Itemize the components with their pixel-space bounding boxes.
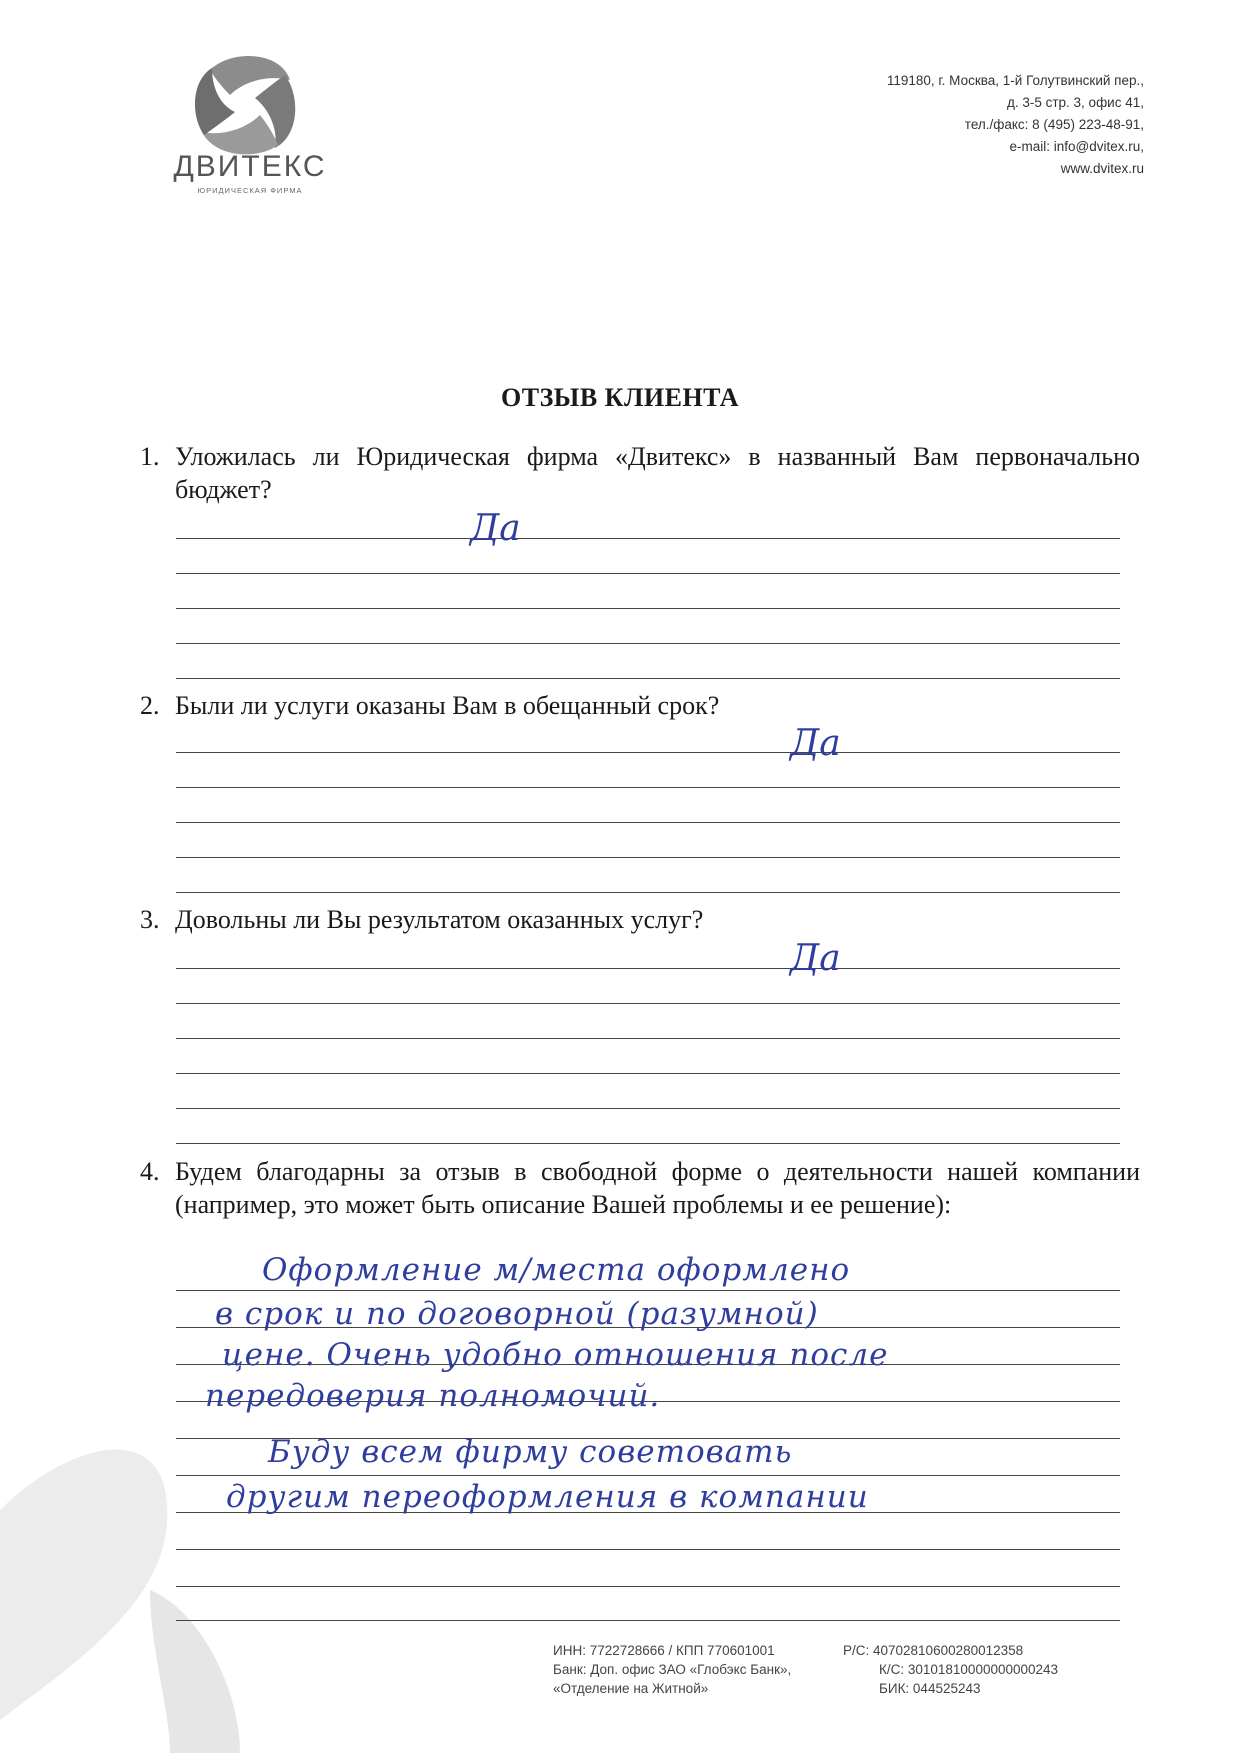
- logo-name: ДВИТЕКС: [173, 150, 327, 183]
- question-number: 2.: [140, 691, 160, 720]
- handwritten-line: Оформление м/места оформлено: [262, 1252, 851, 1288]
- page-title: ОТЗЫВ КЛИЕНТА: [501, 383, 739, 412]
- footer-account: Р/С: 40702810600280012358: [843, 1643, 1024, 1658]
- handwritten-answer: Да: [470, 508, 521, 549]
- question-number: 4.: [140, 1157, 160, 1186]
- answer-line: [176, 787, 1120, 788]
- handwritten-answer: Да: [790, 723, 841, 764]
- answer-line: [176, 752, 1120, 753]
- footer-bank: Банк: Доп. офис ЗАО «Глобэкс Банк»,: [553, 1662, 792, 1677]
- answer-line: [176, 1038, 1120, 1039]
- footer-accounts: [843, 1641, 1058, 1698]
- footer-bank-info: [553, 1641, 791, 1698]
- answer-line: [176, 857, 1120, 858]
- answer-line: [176, 1108, 1120, 1109]
- question-text: Довольны ли Вы результатом оказанных услуг?: [175, 905, 704, 934]
- contact-address: 119180, г. Москва, 1-й Голутвинский пер.,: [886, 73, 1144, 88]
- contact-office: д. 3-5 стр. 3, офис 41,: [1006, 95, 1144, 110]
- answer-line: [176, 1620, 1120, 1621]
- question-1: [140, 440, 1140, 506]
- contact-email: e-mail: info@dvitex.ru,: [1009, 139, 1144, 154]
- answer-line: [176, 1073, 1120, 1074]
- handwritten-line: Буду всем фирму советовать: [268, 1434, 793, 1470]
- contact-phone: тел./факс: 8 (495) 223-48-91,: [964, 117, 1144, 132]
- question-text: Были ли услуги оказаны Вам в обещанный срок?: [175, 691, 720, 720]
- answer-line: [176, 678, 1120, 679]
- company-logo: [150, 50, 350, 200]
- answer-line: [176, 643, 1120, 644]
- answer-line: [176, 1290, 1120, 1291]
- answer-line: [176, 1586, 1120, 1587]
- answer-line: [176, 822, 1120, 823]
- footer-branch: «Отделение на Житной»: [553, 1681, 709, 1696]
- footer-corr-account: К/С: 30101810000000000243: [879, 1662, 1059, 1677]
- answer-line: [176, 573, 1120, 574]
- question-4: [140, 1155, 1140, 1221]
- contact-website: www.dvitex.ru: [1060, 161, 1144, 176]
- answer-line: [176, 1549, 1120, 1550]
- handwritten-line: другим переоформления в компании: [226, 1479, 869, 1515]
- logo-subtitle: ЮРИДИЧЕСКАЯ ФИРМА: [197, 186, 303, 195]
- answer-line: [176, 608, 1120, 609]
- logo-emblem-icon: [190, 50, 300, 160]
- question-2: [140, 689, 1140, 722]
- answer-line: [176, 1143, 1120, 1144]
- decorative-swoosh: [0, 1430, 240, 1753]
- handwritten-line: передоверия полномочий.: [205, 1378, 661, 1414]
- answer-line: [176, 1475, 1120, 1476]
- answer-line: [176, 538, 1120, 539]
- question-text: Будем благодарны за отзыв в свободной форме о деятельности нашей компании (например, это может быть описание Вашей проблемы и ее решение):: [175, 1157, 1140, 1219]
- handwritten-line: в срок и по договорной (разумной): [215, 1296, 819, 1332]
- answer-line: [176, 968, 1120, 969]
- question-text: Уложилась ли Юридическая фирма «Двитекс» в названный Вам первоначально бюджет?: [175, 442, 1140, 504]
- answer-line: [176, 892, 1120, 893]
- footer-inn: ИНН: 7722728666 / КПП 770601001: [553, 1643, 775, 1658]
- handwritten-answer: Да: [790, 938, 841, 979]
- answer-line: [176, 1003, 1120, 1004]
- footer-bik: БИК: 044525243: [879, 1681, 981, 1696]
- handwritten-line: цене. Очень удобно отношения после: [222, 1337, 889, 1373]
- company-contacts: [887, 70, 1144, 180]
- question-number: 3.: [140, 905, 160, 934]
- question-number: 1.: [140, 442, 160, 471]
- question-3: [140, 903, 1140, 936]
